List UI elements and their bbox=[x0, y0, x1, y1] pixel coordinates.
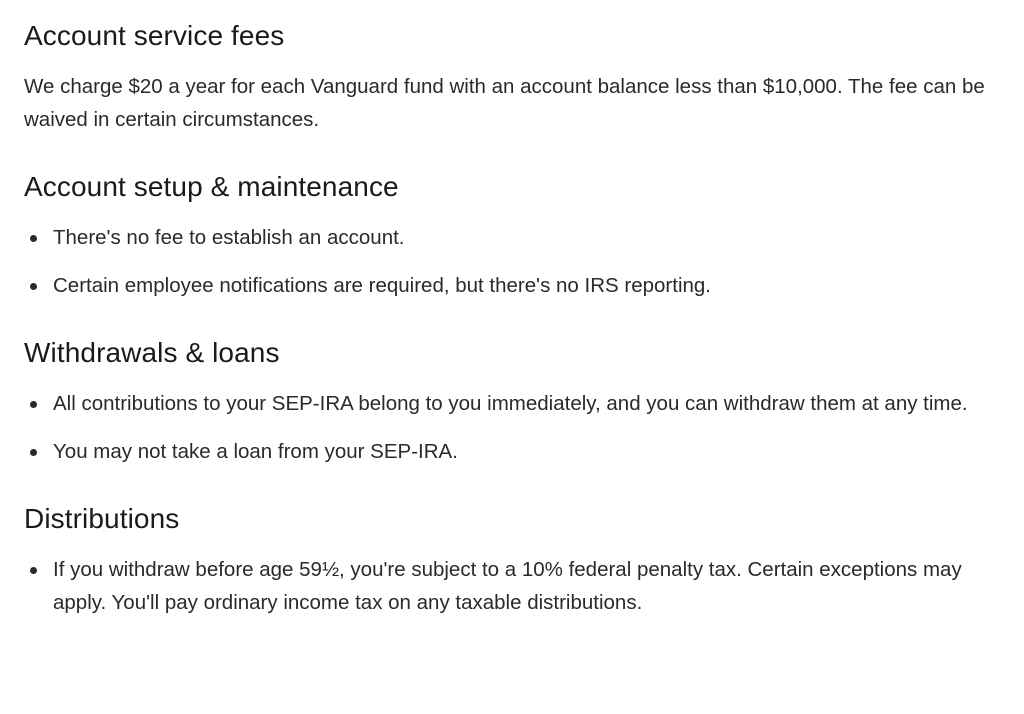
bullet-list bbox=[24, 387, 1014, 468]
section-heading: Account service fees bbox=[24, 20, 285, 51]
list-item bbox=[24, 553, 1014, 619]
bullet-dot-icon bbox=[30, 235, 37, 242]
bullet-list bbox=[24, 221, 1014, 302]
list-item-text: If you withdraw before age 59½, you're subject to a 10% federal penalty tax. Certain exceptions may apply. You'll pay ordinary income tax on any taxable distributions. bbox=[53, 558, 962, 614]
list-item bbox=[24, 269, 1014, 302]
bullet-dot-icon bbox=[30, 449, 37, 456]
section-heading: Withdrawals & loans bbox=[24, 337, 280, 368]
section-paragraph: We charge $20 a year for each Vanguard fund with an account balance less than $10,000. The fee can be waived in certain circumstances. bbox=[24, 75, 985, 131]
list-item bbox=[24, 387, 1014, 420]
bullet-list bbox=[24, 553, 1014, 619]
bullet-dot-icon bbox=[30, 401, 37, 408]
section-heading: Account setup & maintenance bbox=[24, 171, 399, 202]
bullet-dot-icon bbox=[30, 283, 37, 290]
section-distributions bbox=[24, 501, 1014, 619]
list-item-text: There's no fee to establish an account. bbox=[53, 226, 405, 249]
list-item-text: You may not take a loan from your SEP-IRA. bbox=[53, 440, 458, 463]
list-item bbox=[24, 435, 1014, 468]
section-account-service-fees bbox=[24, 18, 1014, 136]
section-heading: Distributions bbox=[24, 503, 180, 534]
list-item-text: All contributions to your SEP-IRA belong to you immediately, and you can withdraw them at any time. bbox=[53, 392, 968, 415]
bullet-dot-icon bbox=[30, 567, 37, 574]
list-item-text: Certain employee notifications are required, but there's no IRS reporting. bbox=[53, 274, 711, 297]
list-item bbox=[24, 221, 1014, 254]
section-account-setup-maintenance bbox=[24, 169, 1014, 302]
section-withdrawals-loans bbox=[24, 335, 1014, 468]
